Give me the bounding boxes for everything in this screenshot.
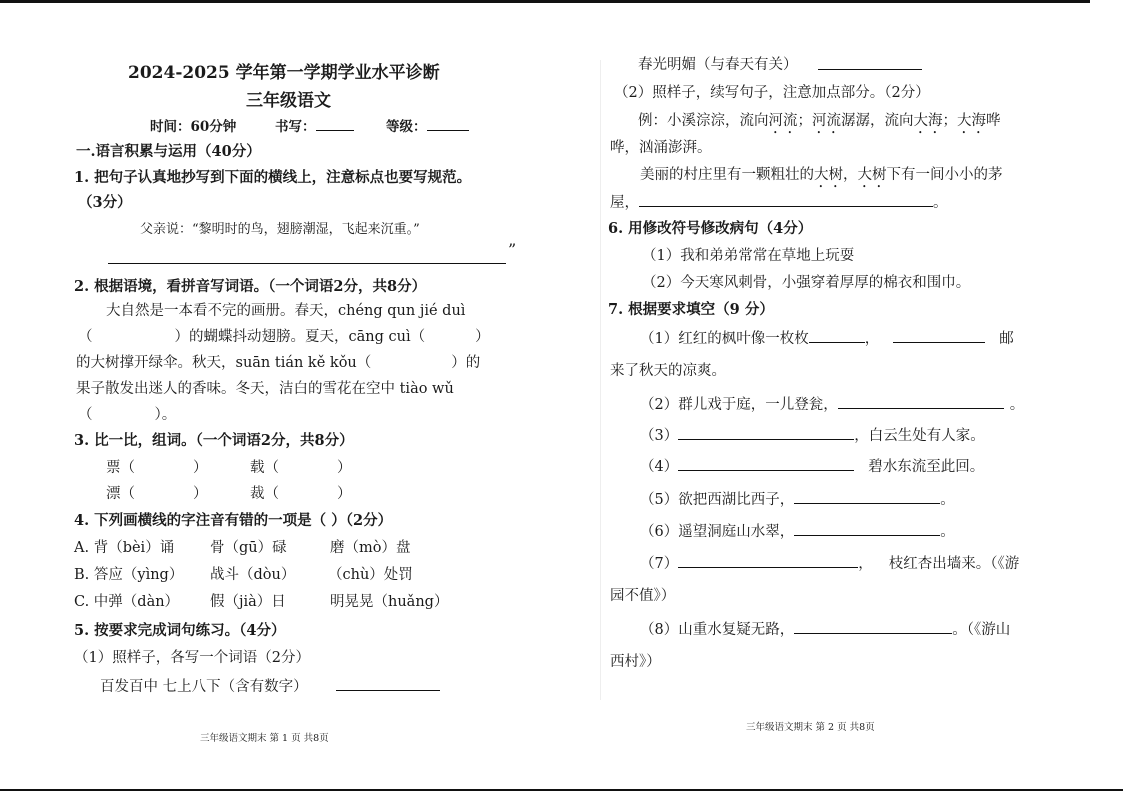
q7-item-2: （2）群儿戏于庭，一儿登瓮， 。: [640, 393, 1024, 414]
q7-blank-3[interactable]: [678, 425, 854, 440]
q3-item-1: 票（ ）: [106, 460, 208, 476]
q4-option-a3: 磨（mò）盘: [330, 540, 411, 556]
q4-prompt: 4. 下列画横线的字注音有错的一项是（ ）（2分）: [74, 512, 393, 529]
q6-sentence-1[interactable]: （1）我和弟弟常常在草地上玩耍: [642, 248, 855, 264]
q5-example: 百发百中 七上八下（含有数字）: [100, 679, 308, 695]
q3-item-3: 漂（ ）: [106, 486, 208, 502]
q4-option-b2: 战斗（dòu）: [210, 567, 296, 583]
q4-option-b3: （chù）处罚: [328, 567, 413, 583]
exam-subtitle: 三年级语文: [246, 91, 331, 111]
q7-blank-2[interactable]: [838, 394, 1004, 409]
q2-line-1: 大自然是一本看不完的画册。春天，chéng qun jié duì: [106, 303, 466, 319]
q7-item-1-continued: 来了秋天的凉爽。: [610, 363, 726, 379]
q2-line-3: 的大树撑开绿伞。秋天，suān tián kě kǒu（ ）的: [76, 355, 481, 371]
q7-blank-8[interactable]: [794, 619, 952, 634]
q3-item-2: 载（ ）: [250, 460, 352, 476]
writing-label: 书写：: [275, 115, 354, 135]
q7-item-8-continued: 西村》）: [610, 654, 661, 670]
writing-blank[interactable]: [316, 116, 354, 131]
q4-option-c2: 假（jià）日: [210, 594, 286, 610]
q7-blank-5[interactable]: [794, 489, 940, 504]
q5-example-sentence: 例：小溪淙淙，流向河流；河流潺潺，流向大海；大海哗: [638, 113, 1001, 129]
q5-chunguang-item: 春光明媚（与春天有关）: [638, 57, 798, 73]
q7-prompt: 7. 根据要求填空（9 分）: [608, 301, 774, 318]
page-1-footer: 三年级语文期末 第 1 页 共8页: [200, 733, 329, 744]
page-1: [0, 0, 560, 789]
q2-prompt: 2. 根据语境，看拼音写词语。（一个词语2分，共8分）: [74, 278, 427, 295]
q7-blank-4[interactable]: [678, 456, 854, 471]
q2-line-4: 果子散发出迷人的香味。冬天，洁白的雪花在空中 tiào wǔ: [76, 381, 454, 397]
page-2: [560, 0, 1100, 789]
q1-prompt: 1. 把句子认真地抄写到下面的横线上，注意标点也要写规范。: [74, 169, 472, 186]
q7-item-8: （8）山重水复疑无路， 。（《游山: [640, 618, 1010, 639]
section-1-heading: 一.语言积累与运用（40分）: [76, 143, 261, 160]
q2-line-2: （ ）的蝴蝶抖动翅膀。夏天，cāng cuì（ ）: [78, 329, 490, 345]
q7-item-6: （6）遥望洞庭山水翠， 。: [640, 520, 955, 541]
q2-line-5: （ ）。: [78, 407, 177, 423]
q5-answer-line[interactable]: [336, 690, 440, 691]
q5-task-continued: 屋， 。: [610, 191, 948, 212]
q7-blank-1b[interactable]: [893, 328, 985, 343]
q3-item-4: 裁（ ）: [250, 486, 352, 502]
q4-option-c1[interactable]: C. 中弹（dàn）: [74, 594, 180, 610]
bottom-border: [0, 789, 1123, 791]
q7-blank-6[interactable]: [794, 521, 940, 536]
q1-end-quote: ”: [508, 240, 517, 259]
q7-blank-1a[interactable]: [809, 328, 865, 343]
grade-blank[interactable]: [427, 116, 469, 131]
q7-item-3: （3） ，白云生处有人家。: [640, 424, 985, 445]
q1-points: （3分）: [78, 194, 132, 211]
exam-title: 2024-2025 学年第一学期学业水平诊断: [128, 63, 440, 83]
q5-example-continued: 哗，汹涌澎湃。: [610, 140, 712, 156]
q3-prompt: 3. 比一比，组词。（一个词语2分，共8分）: [74, 432, 354, 449]
q7-item-7-continued: 园不值》）: [610, 588, 676, 604]
q7-blank-7[interactable]: [678, 553, 858, 568]
q4-option-a2: 骨（gū）碌: [210, 540, 287, 556]
q7-item-1: （1）红红的枫叶像一枚枚 ， 邮: [640, 327, 1014, 348]
q6-prompt: 6. 用修改符号修改病句（4分）: [608, 220, 813, 237]
q5-sub-1: （1）照样子，各写一个词语（2分）: [74, 650, 310, 666]
q5-sub-2: （2）照样子，续写句子，注意加点部分。（2分）: [614, 85, 930, 101]
grade-label: 等级：: [386, 115, 469, 135]
q5-prompt: 5. 按要求完成词句练习。（4分）: [74, 622, 286, 639]
q1-quote: 父亲说：“黎明时的鸟，翅膀潮湿，飞起来沉重。”: [140, 222, 420, 237]
q5-task-sentence: 美丽的村庄里有一颗粗壮的大树，大树下有一间小小的茅: [640, 167, 1003, 183]
q5-task-answer-line[interactable]: [639, 192, 933, 207]
exam-time: 时间：60分钟: [150, 119, 237, 135]
q6-sentence-2[interactable]: （2）今天寒风刺骨，小强穿着厚厚的棉衣和围巾。: [642, 275, 971, 291]
q7-item-4: （4） 碧水东流至此回。: [640, 455, 984, 476]
page-2-footer: 三年级语文期末 第 2 页 共8页: [746, 722, 875, 733]
q4-option-c3: 明晃晃（huǎng）: [330, 594, 449, 610]
q4-option-b1[interactable]: B. 答应（yìng）: [74, 567, 184, 583]
q7-item-5: （5）欲把西湖比西子， 。: [640, 488, 955, 509]
q7-item-7: （7） ， 枝红杏出墙来。（《游: [640, 552, 1019, 573]
q5-chunguang-line[interactable]: [818, 69, 922, 70]
q1-copy-line[interactable]: [108, 263, 506, 264]
q4-option-a1[interactable]: A. 背（bèi）诵: [74, 540, 175, 556]
